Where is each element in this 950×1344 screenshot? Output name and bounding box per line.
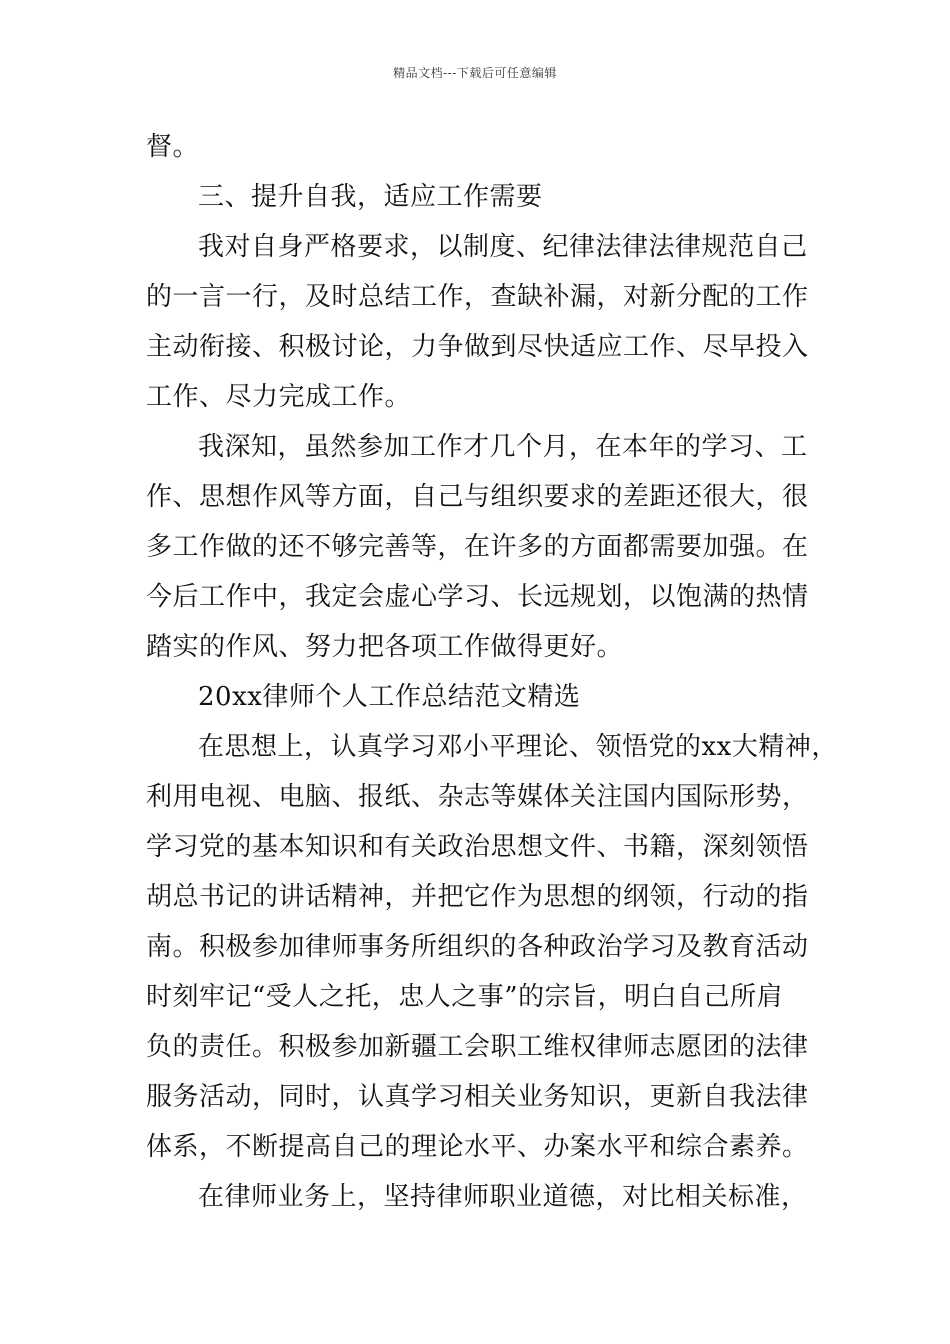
- page-header: 精品文档---下载后可任意编辑: [393, 66, 557, 80]
- text-line: 负的责任。积极参加新疆工会职工维权律师志愿团的法律: [146, 1032, 809, 1062]
- text-line: 的一言一行，及时总结工作，查缺补漏，对新分配的工作: [146, 282, 809, 312]
- text-line: 学习党的基本知识和有关政治思想文件、书籍，深刻领悟: [146, 832, 809, 862]
- text-line: 体系，不断提高自己的理论水平、办案水平和综合素养。: [146, 1132, 809, 1162]
- text-line: 踏实的作风、努力把各项工作做得更好。: [146, 632, 624, 662]
- text-line: 督。: [146, 132, 200, 162]
- text-line: 利用电视、电脑、报纸、杂志等媒体关注国内国际形势，: [146, 782, 809, 812]
- text-line: 南。积极参加律师事务所组织的各种政治学习及教育活动: [146, 932, 809, 962]
- section-title: 20xx律师个人工作总结范文精选: [198, 682, 581, 712]
- text-line: 今后工作中，我定会虚心学习、长远规划，以饱满的热情: [146, 582, 809, 612]
- text-line: 我深知，虽然参加工作才几个月，在本年的学习、工: [198, 432, 808, 462]
- text-line: 服务活动，同时，认真学习相关业务知识，更新自我法律: [146, 1082, 809, 1112]
- text-line: 在思想上，认真学习邓小平理论、领悟党的xx大精神，: [198, 732, 838, 762]
- text-line: 多工作做的还不够完善等，在许多的方面都需要加强。在: [146, 532, 809, 562]
- text-line: 作、思想作风等方面，自己与组织要求的差距还很大，很: [146, 482, 809, 512]
- document-body: [146, 122, 838, 1222]
- text-line: 我对自身严格要求，以制度、纪律法律法律规范自己: [198, 232, 808, 262]
- text-line: 三、提升自我，适应工作需要: [198, 182, 543, 212]
- text-line: 时刻牢记“受人之托，忠人之事”的宗旨，明白自己所肩: [146, 982, 784, 1012]
- text-line: 工作、尽力完成工作。: [146, 382, 412, 412]
- text-line: 在律师业务上，坚持律师职业道德，对比相关标准，: [198, 1182, 808, 1212]
- text-line: 胡总书记的讲话精神，并把它作为思想的纲领，行动的指: [146, 882, 809, 912]
- text-line: 主动衔接、积极讨论，力争做到尽快适应工作、尽早投入: [146, 332, 809, 362]
